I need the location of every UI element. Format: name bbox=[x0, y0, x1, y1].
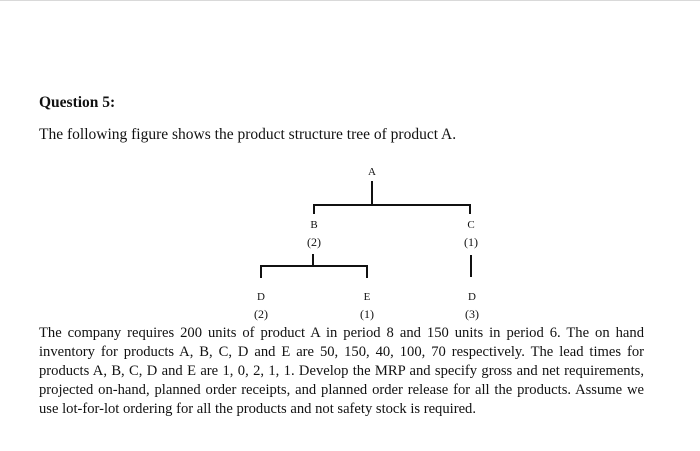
node-e-label: E bbox=[363, 291, 371, 303]
node-d-left-qty: (2) bbox=[254, 307, 268, 321]
question-heading: Question 5: bbox=[39, 94, 116, 111]
node-d-right-qty: (3) bbox=[465, 307, 479, 321]
tree-connectors bbox=[260, 181, 471, 278]
node-b-qty: (2) bbox=[307, 235, 321, 249]
node-c-qty: (1) bbox=[464, 235, 478, 249]
node-c-label: C bbox=[467, 219, 475, 231]
question-intro: The following figure shows the product structure tree of product A. bbox=[39, 126, 457, 143]
node-d-right-label: D bbox=[468, 291, 476, 303]
node-b-label: B bbox=[310, 219, 318, 231]
question-body: The company requires 200 units of product A in period 8 and 150 units in period 6. The on hand inventory for products A, B, C, D and E are 50, 150, 40, 100, 70 respectively. The lead times for products A, B, C, D and E are 1, 0, 2, 1, 1. Develop the MRP and specify gross and net requirements, projected on-hand, planned order receipts, and planned order release for all the products. Assume we use lot-for-lot ordering for all the products and not safety stock is required. bbox=[39, 325, 644, 418]
node-e-qty: (1) bbox=[360, 307, 374, 321]
node-a-label: A bbox=[368, 166, 376, 178]
node-d-left-label: D bbox=[257, 291, 265, 303]
